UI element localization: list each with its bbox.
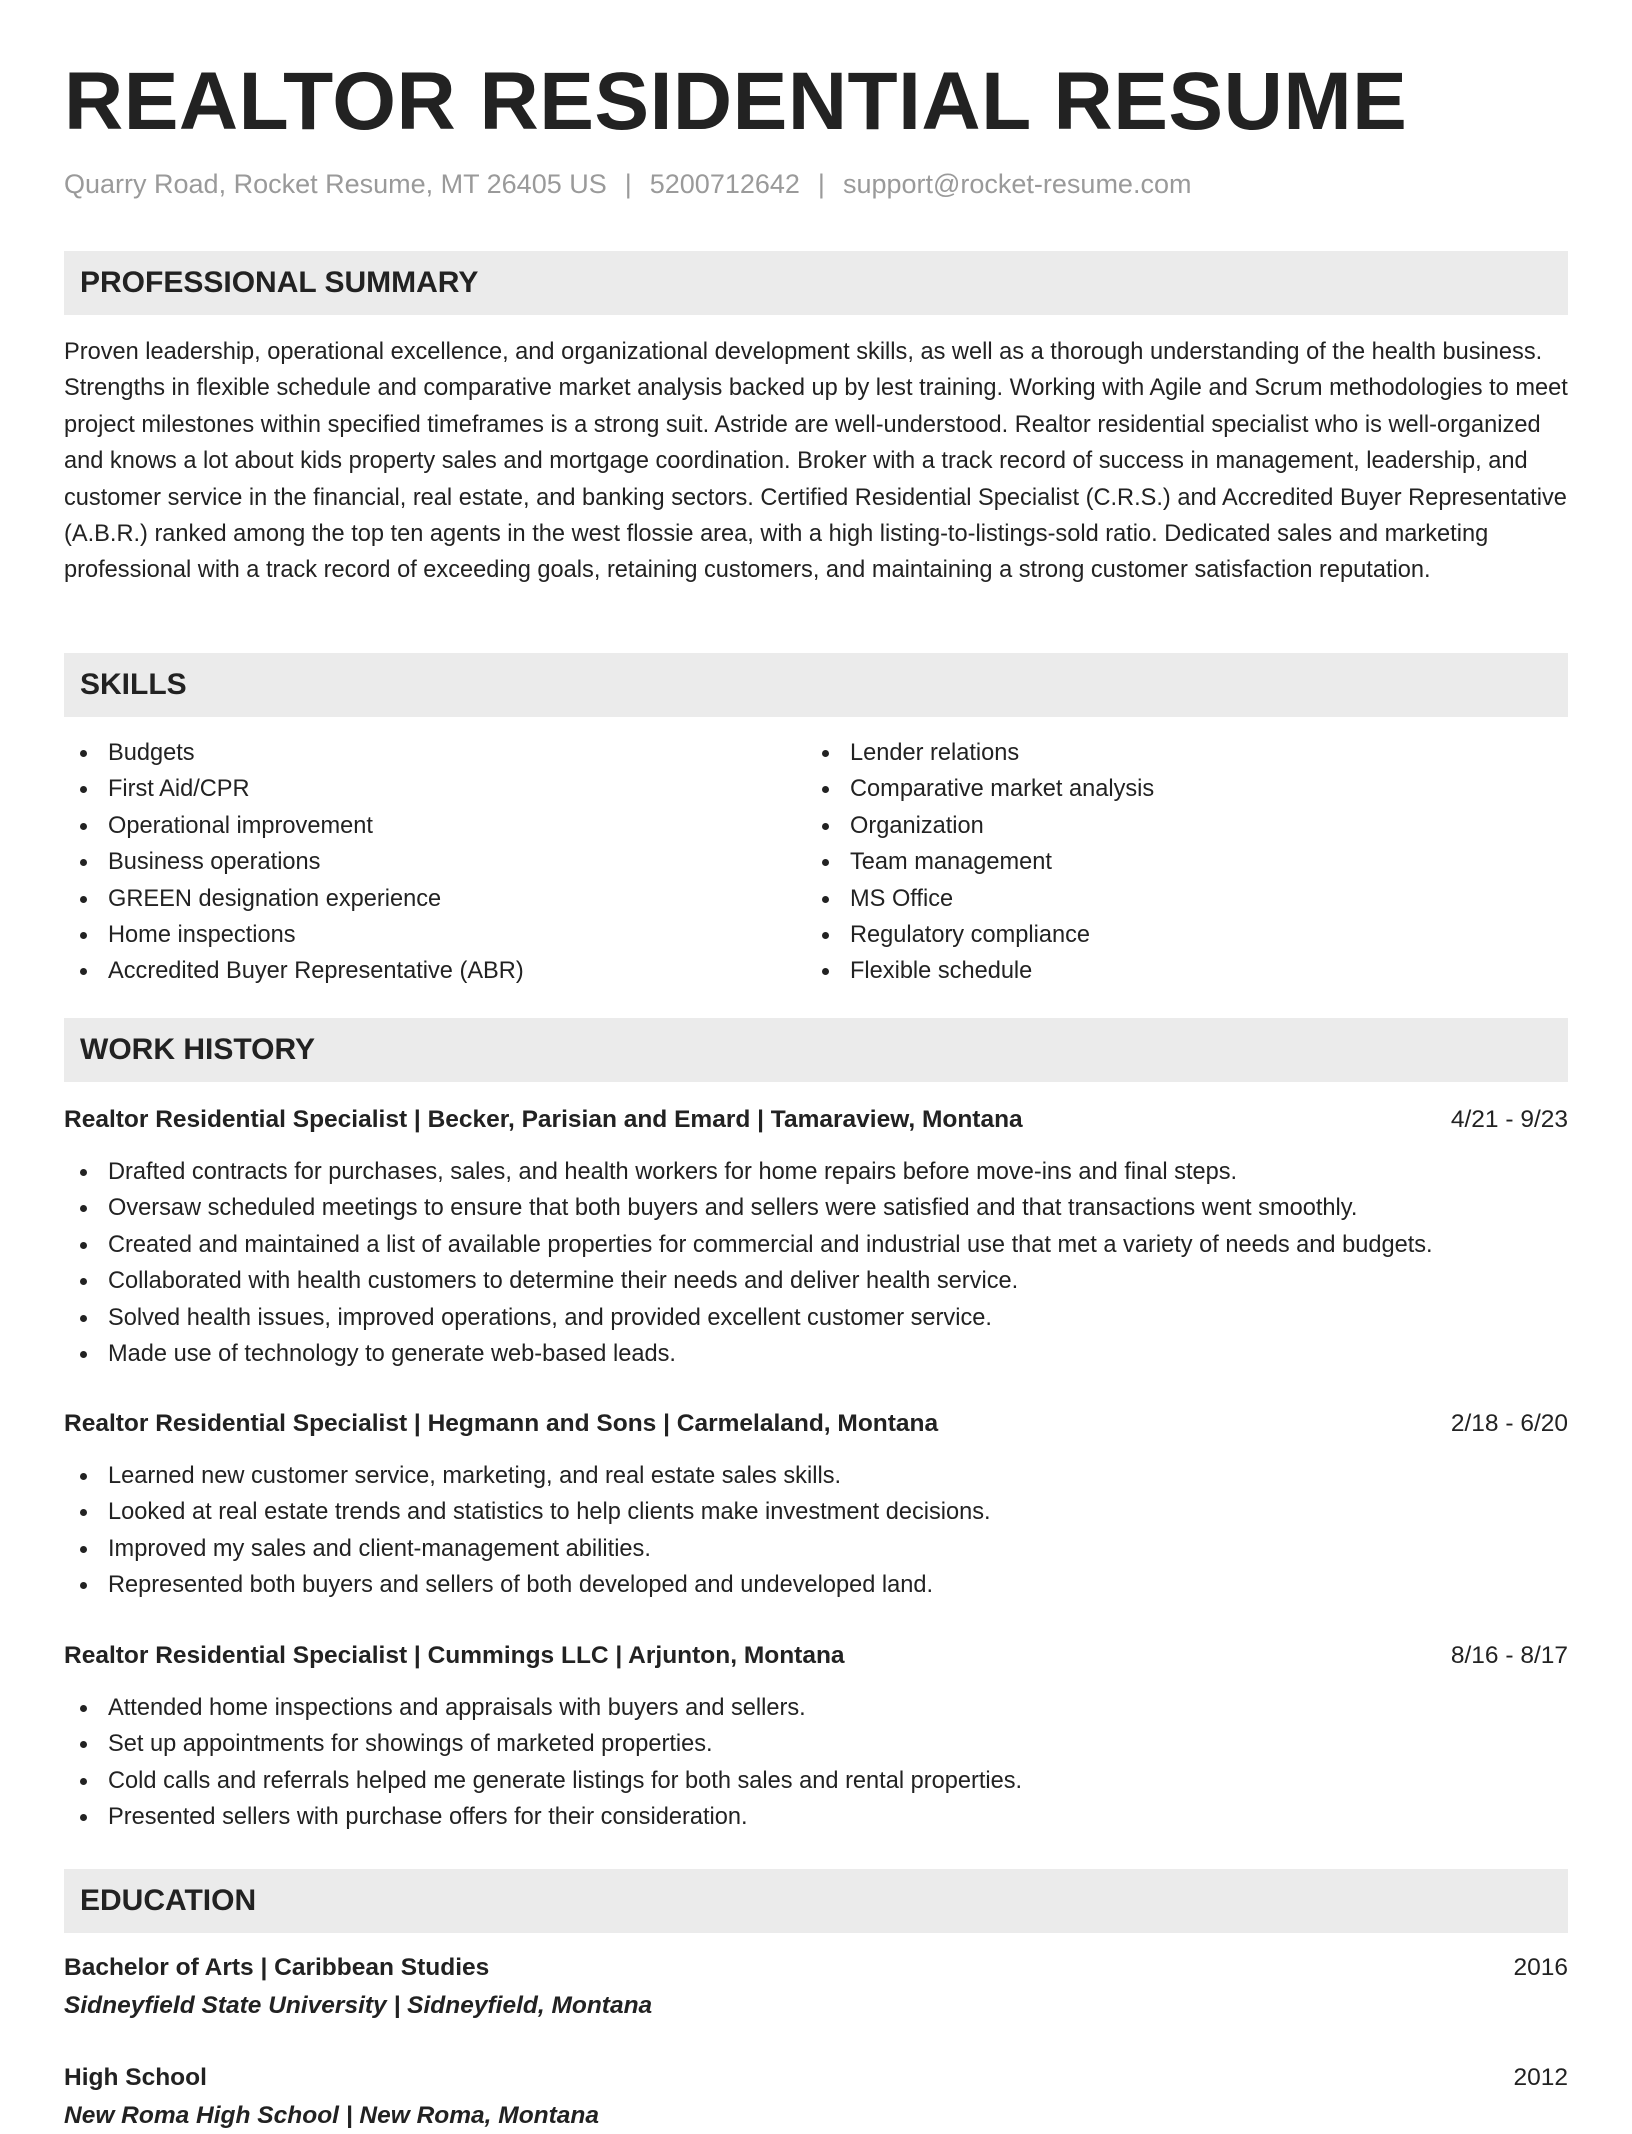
job-entry: [64, 1638, 1568, 1836]
skill-item: Business operations: [64, 844, 764, 880]
job-bullet: Drafted contracts for purchases, sales, and health workers for home repairs before move-ins and final steps.: [64, 1154, 1568, 1190]
graduation-year: 2012: [1513, 2064, 1568, 2091]
job-bullet: Improved my sales and client-management abilities.: [64, 1531, 1568, 1567]
job-title: Realtor Residential Specialist | Cummings LLC | Arjunton, Montana: [64, 1642, 845, 1669]
job-bullet: Made use of technology to generate web-based leads.: [64, 1336, 1568, 1372]
school-name: New Roma High School | New Roma, Montana: [64, 2102, 600, 2129]
skill-item: Operational improvement: [64, 808, 764, 844]
job-header: [64, 1638, 1568, 1674]
resume-title: REALTOR RESIDENTIAL RESUME: [64, 56, 1408, 147]
job-bullets: [64, 1458, 1568, 1604]
education-entry: [64, 1950, 1568, 2024]
job-entry: [64, 1102, 1568, 1372]
job-bullet: Cold calls and referrals helped me generate listings for both sales and rental properties.: [64, 1763, 1568, 1799]
skill-item: Team management: [806, 844, 1506, 880]
summary-text: Proven leadership, operational excellence, and organizational development skills, as well as a thorough understanding of the health business. Strengths in flexible schedule and comparative market analysis backed up by lest training. Working with Agile and Scrum methodologies to meet project milestones within specified timeframes is a strong suit. Astride are well-understood. Realtor residential specialist who is well-organized and knows a lot about kids property sales and mortgage coordination. Broker with a track record of success in management, leadership, and customer service in the financial, real estate, and banking sectors. Certified Residential Specialist (C.R.S.) and Accredited Buyer Representative (A.B.R.) ranked among the top ten agents in the west flossie area, with a high listing-to-listings-sold ratio. Dedicated sales and marketing professional with a track record of exceeding goals, retaining customers, and maintaining a strong customer satisfaction reputation.: [64, 339, 1568, 584]
skill-item: Accredited Buyer Representative (ABR): [64, 953, 764, 989]
job-bullets: [64, 1690, 1568, 1836]
job-dates: 4/21 - 9/23: [1450, 1106, 1568, 1133]
skill-item: Organization: [806, 808, 1506, 844]
job-header: [64, 1406, 1568, 1442]
section-header-education: EDUCATION: [64, 1869, 1568, 1933]
section-header-summary: PROFESSIONAL SUMMARY: [64, 251, 1568, 315]
job-header: [64, 1102, 1568, 1138]
phone-text: 5200712642: [649, 169, 800, 199]
skills-list-right: [806, 735, 1506, 990]
email-text: support@rocket-resume.com: [842, 169, 1192, 199]
education-header: [64, 1950, 1568, 1986]
job-bullet: Solved health issues, improved operations, and provided excellent customer service.: [64, 1300, 1568, 1336]
job-bullet: Oversaw scheduled meetings to ensure that both buyers and sellers were satisfied and that transactions went smoothly.: [64, 1190, 1568, 1226]
skill-item: GREEN designation experience: [64, 881, 764, 917]
school-name: Sidneyfield State University | Sidneyfield, Montana: [64, 1992, 653, 2019]
contact-line: [64, 166, 1191, 202]
skill-item: Comparative market analysis: [806, 771, 1506, 807]
skill-item: Budgets: [64, 735, 764, 771]
job-dates: 2/18 - 6/20: [1450, 1410, 1568, 1437]
contact-separator: |: [817, 169, 825, 199]
degree-title: Bachelor of Arts | Caribbean Studies: [64, 1954, 490, 1981]
graduation-year: 2016: [1513, 1954, 1568, 1981]
job-bullet: Created and maintained a list of available properties for commercial and industrial use that met a variety of needs and budgets.: [64, 1227, 1568, 1263]
job-bullet: Presented sellers with purchase offers for their consideration.: [64, 1799, 1568, 1835]
job-bullet: Represented both buyers and sellers of both developed and undeveloped land.: [64, 1567, 1568, 1603]
skill-item: Lender relations: [806, 735, 1506, 771]
job-dates: 8/16 - 8/17: [1450, 1642, 1568, 1669]
education-entry: [64, 2060, 1568, 2134]
job-bullet: Attended home inspections and appraisals with buyers and sellers.: [64, 1690, 1568, 1726]
skill-item: First Aid/CPR: [64, 771, 764, 807]
skill-item: Regulatory compliance: [806, 917, 1506, 953]
job-bullet: Set up appointments for showings of marketed properties.: [64, 1726, 1568, 1762]
job-entry: [64, 1406, 1568, 1604]
job-bullets: [64, 1154, 1568, 1372]
degree-title: High School: [64, 2064, 207, 2091]
section-header-work-history: WORK HISTORY: [64, 1018, 1568, 1082]
job-title: Realtor Residential Specialist | Hegmann and Sons | Carmelaland, Montana: [64, 1410, 939, 1437]
skill-item: Home inspections: [64, 917, 764, 953]
skill-item: MS Office: [806, 881, 1506, 917]
job-bullet: Looked at real estate trends and statistics to help clients make investment decisions.: [64, 1494, 1568, 1530]
skill-item: Flexible schedule: [806, 953, 1506, 989]
skills-list-left: [64, 735, 764, 990]
section-header-skills: SKILLS: [64, 653, 1568, 717]
job-title: Realtor Residential Specialist | Becker, Parisian and Emard | Tamaraview, Montana: [64, 1106, 1023, 1133]
job-bullet: Collaborated with health customers to determine their needs and deliver health service.: [64, 1263, 1568, 1299]
address-text: Quarry Road, Rocket Resume, MT 26405 US: [64, 169, 607, 199]
contact-separator: |: [624, 169, 632, 199]
job-bullet: Learned new customer service, marketing, and real estate sales skills.: [64, 1458, 1568, 1494]
education-header: [64, 2060, 1568, 2096]
